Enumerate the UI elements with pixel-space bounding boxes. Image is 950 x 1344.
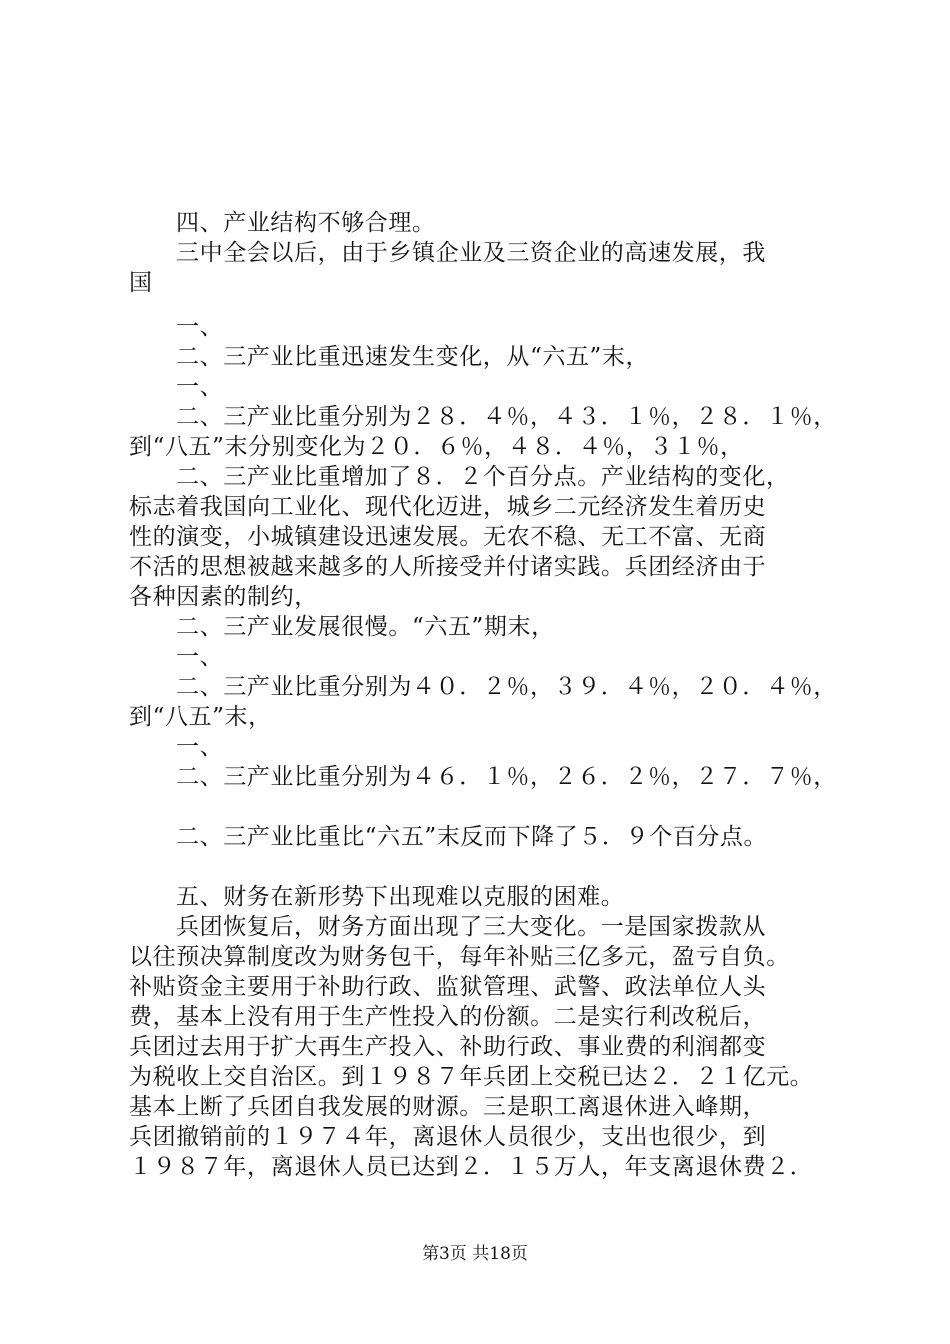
text-line: 到“八五”末分别变化为２０．６％，４８．４％，３１％， [129,434,744,460]
text-line: 基本上断了兵团自我发展的财源。三是职工离退休进入峰期， [129,1094,767,1120]
paragraph [129,762,843,792]
text-line: 兵团撤销前的１９７４年，离退休人员很少，支出也很少，到 [129,1124,767,1150]
text-line: 补贴资金主要用于补助行政、监狱管理、武警、政法单位人头 [129,974,767,1000]
text-line: 二、三产业比重分别为２８．４％，４３．１％，２８．１％， [176,404,837,430]
text-line: 兵团恢复后，财务方面出现了三大变化。一是国家拨款从 [176,914,766,940]
text-line: 一、 [176,314,224,340]
paragraph [129,372,843,402]
text-line: 二、三产业比重迅速发生变化，从“六五”末， [176,344,650,370]
document-body [129,208,843,1182]
paragraph [129,672,843,732]
paragraph [129,612,843,642]
text-line: 二、三产业比重增加了８．２个百分点。产业结构的变化， [176,464,790,490]
text-line: 二、三产业比重分别为４６．１％，２６．２％，２７．７％， [176,764,837,790]
text-line: 三中全会以后，由于乡镇企业及三资企业的高速发展，我 [176,240,766,266]
paragraph [129,882,843,912]
paragraph [129,822,843,852]
paragraph-gap [129,298,843,312]
paragraph [129,462,843,612]
text-line: 一、 [176,734,224,760]
paragraph [129,642,843,672]
paragraph-gap [129,792,843,822]
text-line: 兵团过去用于扩大再生产投入、补助行政、事业费的利润都变 [129,1034,767,1060]
page-footer: 第3页 共18页 [422,1244,528,1264]
text-line: 二、三产业发展很慢。“六五”期末， [176,614,555,640]
paragraph [129,238,843,298]
text-line: 以往预决算制度改为财务包干，每年补贴三亿多元，盈亏自负。 [129,944,790,970]
text-line: 一、 [176,644,224,670]
paragraph [129,208,843,238]
text-line: 性的演变，小城镇建设迅速发展。无农不稳、无工不富、无商 [129,524,767,550]
text-line: 五、财务在新形势下出现难以克服的困难。 [176,884,625,910]
text-line: 标志着我国向工业化、现代化迈进，城乡二元经济发生着历史 [129,494,767,520]
text-line: 各种因素的制约， [129,584,318,610]
text-line: 一、 [176,374,224,400]
text-line: 二、三产业比重分别为４０．２％，３９．４％，２０．４％， [176,674,837,700]
paragraph [129,312,843,342]
text-line: 四、产业结构不够合理。 [176,210,436,236]
paragraph [129,342,843,372]
paragraph [129,912,843,1182]
text-line: 国 [129,270,153,296]
text-line: 二、三产业比重比“六五”末反而下降了５．９个百分点。 [176,824,768,850]
text-line: 费，基本上没有用于生产性投入的份额。二是实行利改税后， [129,1004,767,1030]
text-line: 到“八五”末， [129,704,272,730]
text-line: １９８７年，离退休人员已达到２．１５万人，年支离退休费２． [129,1154,814,1180]
paragraph [129,402,843,462]
paragraph-gap [129,852,843,882]
paragraph [129,732,843,762]
text-line: 为税收上交自治区。到１９８７年兵团上交税已达２．２１亿元。 [129,1064,814,1090]
text-line: 不活的思想被越来越多的人所接受并付诸实践。兵团经济由于 [129,554,767,580]
